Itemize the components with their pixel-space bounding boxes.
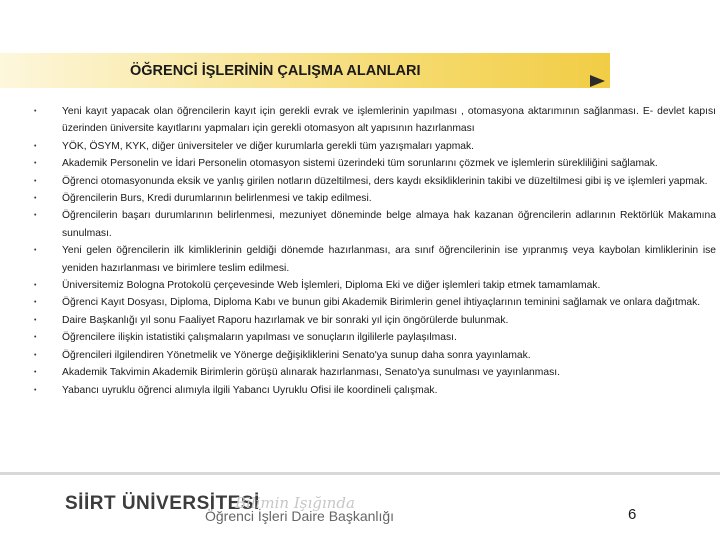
list-item — [30, 294, 716, 311]
slide-title: ÖĞRENCİ İŞLERİNİN ÇALIŞMA ALANLARI — [130, 63, 421, 79]
bullet-icon: • — [34, 386, 37, 394]
list-item-text: Akademik Takvimin Akademik Birimlerin görüşü alınarak hazırlanması, Senato'ya sunulması ve yayınlanması. — [62, 367, 560, 379]
bullet-icon: • — [34, 351, 37, 359]
list-item-text: Öğrencilerin Burs, Kredi durumlarının belirlenmesi ve takip edilmesi. — [62, 193, 372, 205]
bullet-icon: • — [34, 108, 37, 115]
list-item-text: Yabancı uyruklu öğrenci alımıyla ilgili Yabancı Uyruklu Ofisi ile koordineli çalışmak. — [62, 384, 438, 396]
footer-divider — [0, 472, 720, 475]
list-item-text: Öğrencilere ilişkin istatistiki çalışmaların yapılması ve sonuçların ilgililerle paylaşılması. — [62, 332, 457, 344]
list-item — [30, 364, 716, 381]
bullet-icon: • — [34, 282, 37, 290]
bullet-icon: • — [34, 195, 37, 203]
bullet-icon: • — [34, 247, 37, 255]
bullet-icon: • — [34, 160, 37, 168]
bullet-icon: • — [34, 369, 37, 377]
list-item — [30, 138, 716, 155]
list-item — [30, 190, 716, 207]
list-item — [30, 347, 716, 364]
bullet-icon: • — [34, 316, 37, 324]
bullet-icon: • — [34, 299, 37, 307]
bullet-list — [30, 103, 716, 399]
list-item — [30, 155, 716, 172]
list-item — [30, 382, 716, 399]
list-item-text: Öğrencilerin başarı durumlarının belirlenmesi, mezuniyet döneminde belge almaya hak kazanan öğrencilerin adlarının Rektörlük Makamına sunulması. — [62, 210, 716, 239]
list-item-text: Öğrenci Kayıt Dosyası, Diploma, Diploma Kabı ve bunun gibi Akademik Birimlerin genel ihtiyaçlarının teminini sağlamak ve onlara dağıtmak. — [62, 297, 701, 309]
list-item — [30, 103, 716, 138]
bullet-icon: • — [34, 142, 37, 150]
bullet-icon: • — [34, 334, 37, 342]
triangle-right-icon — [590, 75, 605, 87]
university-logo-text: SİİRT ÜNİVERSİTESİ — [65, 493, 260, 514]
list-item — [30, 242, 716, 277]
list-item-text: Yeni gelen öğrencilerin ilk kimliklerinin geldiği dönemde hazırlanması, ara sınıf öğrencilerinin ise yıpranmış veya kaybolan kimliklerinin ise yeniden hazırlanması ve birimlere teslim edilmesi. — [62, 245, 716, 274]
department-name: Öğrenci İşleri Daire Başkanlığı — [205, 508, 395, 524]
list-item — [30, 329, 716, 346]
list-item-text: Akademik Personelin ve İdari Personelin otomasyon sistemi üzerindeki tüm sorunlarını çözmek ve işlemlerin sürekliliğini sağlamak. — [62, 158, 658, 170]
list-item — [30, 207, 716, 242]
list-item-text: Daire Başkanlığı yıl sonu Faaliyet Raporu hazırlamak ve bir sonraki yıl için öngörülerde bulunmak. — [62, 314, 509, 326]
list-item — [30, 312, 716, 329]
list-item-text: Öğrenci otomasyonunda eksik ve yanlış girilen notların düzeltilmesi, ders kaydı eksikliklerinin takibi ve düzeltilmesi gibi iş ve işlemleri yapmak. — [62, 175, 708, 187]
list-item — [30, 173, 716, 190]
list-item-text: Üniversitemiz Bologna Protokolü çerçevesinde Web İşlemleri, Diploma Eki ve diğer işlemleri takip etmek tamamlamak. — [62, 280, 601, 292]
list-item — [30, 277, 716, 294]
list-item-text: Öğrencileri ilgilendiren Yönetmelik ve Yönerge değişikliklerini Senato'ya sunup daha sonra yayınlamak. — [62, 349, 531, 361]
bullet-icon: • — [34, 212, 37, 220]
list-item-text: YÖK, ÖSYM, KYK, diğer üniversiteler ve diğer kurumlarla gerekli tüm yazışmaları yapmak. — [62, 140, 475, 152]
university-motto: Bilimin Işığında — [235, 494, 355, 512]
list-item-text: Yeni kayıt yapacak olan öğrencilerin kayıt için gerekli evrak ve işlemlerinin yapılması , otomasyona aktarımının sağlanması. E- devlet kapısı üzerinden üniversite kayıtlarını yapmaları için gerekli otomasyon alt yapısının hazırlanması — [62, 106, 716, 135]
page-number: 6 — [628, 506, 637, 523]
bullet-icon: • — [34, 177, 37, 185]
